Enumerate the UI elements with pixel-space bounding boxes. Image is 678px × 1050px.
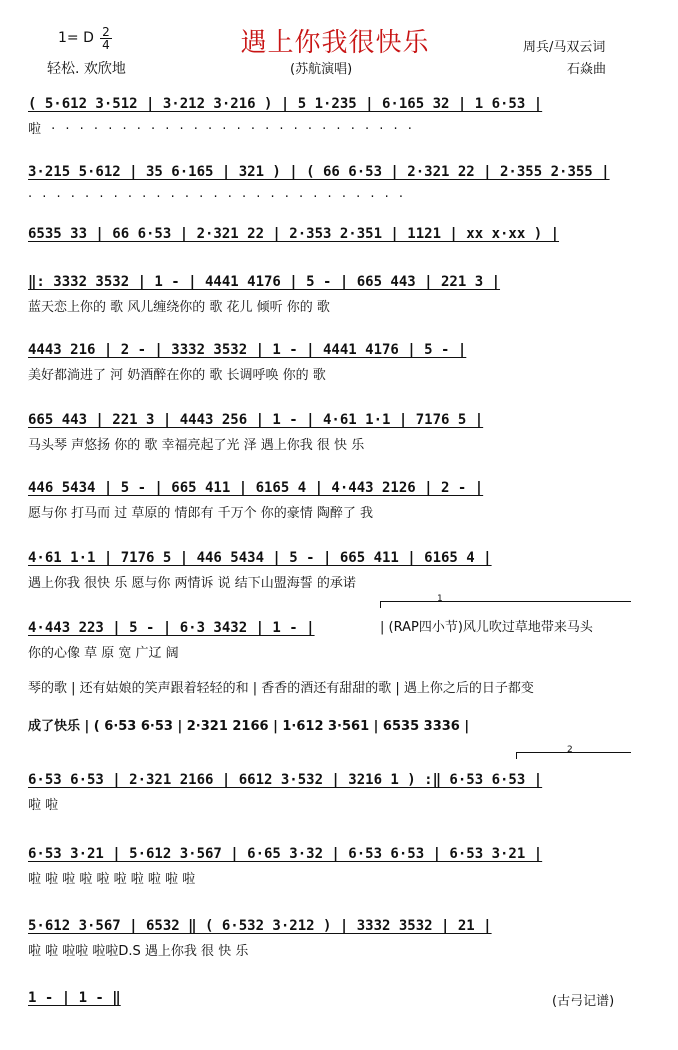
notes-line: 446 5434 | 5 - | 665 411 | 6165 4 | 4·443 2126 | 2 - | (28, 480, 484, 496)
notes-line: 1 - | 1 - ‖ (28, 990, 121, 1006)
lyric-line: 马头琴 声悠扬 你的 歌 幸福亮起了光 泽 遇上你我 很 快 乐 (28, 438, 365, 453)
key-signature: 1= D (58, 30, 94, 46)
song-title: 遇上你我很快乐 (240, 28, 430, 58)
second-ending-bracket (516, 752, 631, 759)
first-ending-number: 1 (437, 594, 443, 604)
lyric-line: · · · · · · · · · · · · · · · · · · · · · · · · · · · (28, 190, 407, 205)
score-row (28, 92, 640, 156)
time-signature (100, 26, 112, 51)
notes-line: 5·612 3·567 | 6532 ‖ ( 6·532 3·212 ) | 3332 3532 | 21 | (28, 918, 492, 934)
score-row (28, 914, 640, 978)
score-row (28, 338, 640, 402)
notes-line: 6535 33 | 66 6·53 | 2·321 22 | 2·353 2·351 | 1121 | xx x·xx ) | (28, 226, 560, 242)
second-ending-number: 2 (567, 745, 573, 755)
composer: 石焱曲 (567, 62, 607, 77)
lyric-line: 愿与你 打马而 过 草原的 情郎有 千万个 你的豪情 陶醉了 我 (28, 506, 374, 521)
rap-line: 琴的歌 | 还有姑娘的笑声跟着轻轻的和 | 香香的酒还有甜甜的歌 | 遇上你之后的日子都变 (28, 681, 534, 696)
lyric-line: 你的心像 草 原 宽 广辽 阔 (28, 646, 179, 661)
notes-line: 4·61 1·1 | 7176 5 | 446 5434 | 5 - | 665 411 | 6165 4 | (28, 550, 492, 566)
time-signature-numerator: 2 (100, 26, 112, 39)
rap-line: 成了快乐 | ( 6·53 6·53 | 2·321 2166 | 1·612 3·561 | 6535 3336 | (28, 719, 470, 734)
lyric-line: 啦 啦 (28, 798, 59, 813)
notes-line: 4·443 223 | 5 - | 6·3 3432 | 1 - | (28, 620, 315, 636)
notes-line: 665 443 | 221 3 | 4443 256 | 1 - | 4·61 1·1 | 7176 5 | (28, 412, 484, 428)
first-ending-bracket (380, 601, 631, 608)
lyric-line: 蓝天恋上你的 歌 风儿缠绕你的 歌 花儿 倾听 你的 歌 (28, 300, 330, 315)
tempo-marking: 轻松. 欢欣地 (47, 61, 126, 77)
rap-note: | (RAP四小节)风儿吹过草地带来马头 (380, 620, 593, 635)
score-row (28, 768, 640, 832)
lyric-line: 美好都淌进了 河 奶酒醉在你的 歌 长调呼唤 你的 歌 (28, 368, 326, 383)
lyric-line: 啦 啦 啦 啦 啦 啦 啦 啦 啦 啦 (28, 872, 196, 887)
score-row (28, 842, 640, 906)
lyric-line: 啦 · · · · · · · · · · · · · · · · · · · · · · · · · · (28, 122, 415, 137)
score-row (28, 408, 640, 472)
notes-line: ‖: 3332 3532 | 1 - | 4441 4176 | 5 - | 665 443 | 221 3 | (28, 274, 501, 290)
lyricist: 周兵/马双云词 (523, 40, 606, 55)
transcriber-credit: (古弓记谱) (552, 994, 615, 1009)
notes-line: 6·53 6·53 | 2·321 2166 | 6612 3·532 | 3216 1 ) :‖ 6·53 6·53 | (28, 772, 543, 788)
notes-line: 4443 216 | 2 - | 3332 3532 | 1 - | 4441 4176 | 5 - | (28, 342, 467, 358)
score-row (28, 986, 228, 1050)
lyric-line: 啦 啦 啦啦 啦啦D.S 遇上你我 很 快 乐 (28, 944, 249, 959)
time-signature-denominator: 4 (102, 38, 110, 52)
score-row (28, 476, 640, 540)
score-row (28, 616, 640, 680)
performer: (苏航演唱) (290, 62, 353, 77)
score-row (28, 270, 640, 334)
notes-line: 6·53 3·21 | 5·612 3·567 | 6·65 3·32 | 6·53 6·53 | 6·53 3·21 | (28, 846, 543, 862)
lyric-line: 遇上你我 很快 乐 愿与你 两情诉 说 结下山盟海誓 的承诺 (28, 576, 356, 591)
score-row (28, 160, 640, 224)
lyric-line (28, 250, 640, 270)
notes-line: 3·215 5·612 | 35 6·165 | 321 ) | ( 66 6·53 | 2·321 22 | 2·355 2·355 | (28, 164, 610, 180)
notes-line: ( 5·612 3·512 | 3·212 3·216 ) | 5 1·235 | 6·165 32 | 1 6·53 | (28, 96, 543, 112)
